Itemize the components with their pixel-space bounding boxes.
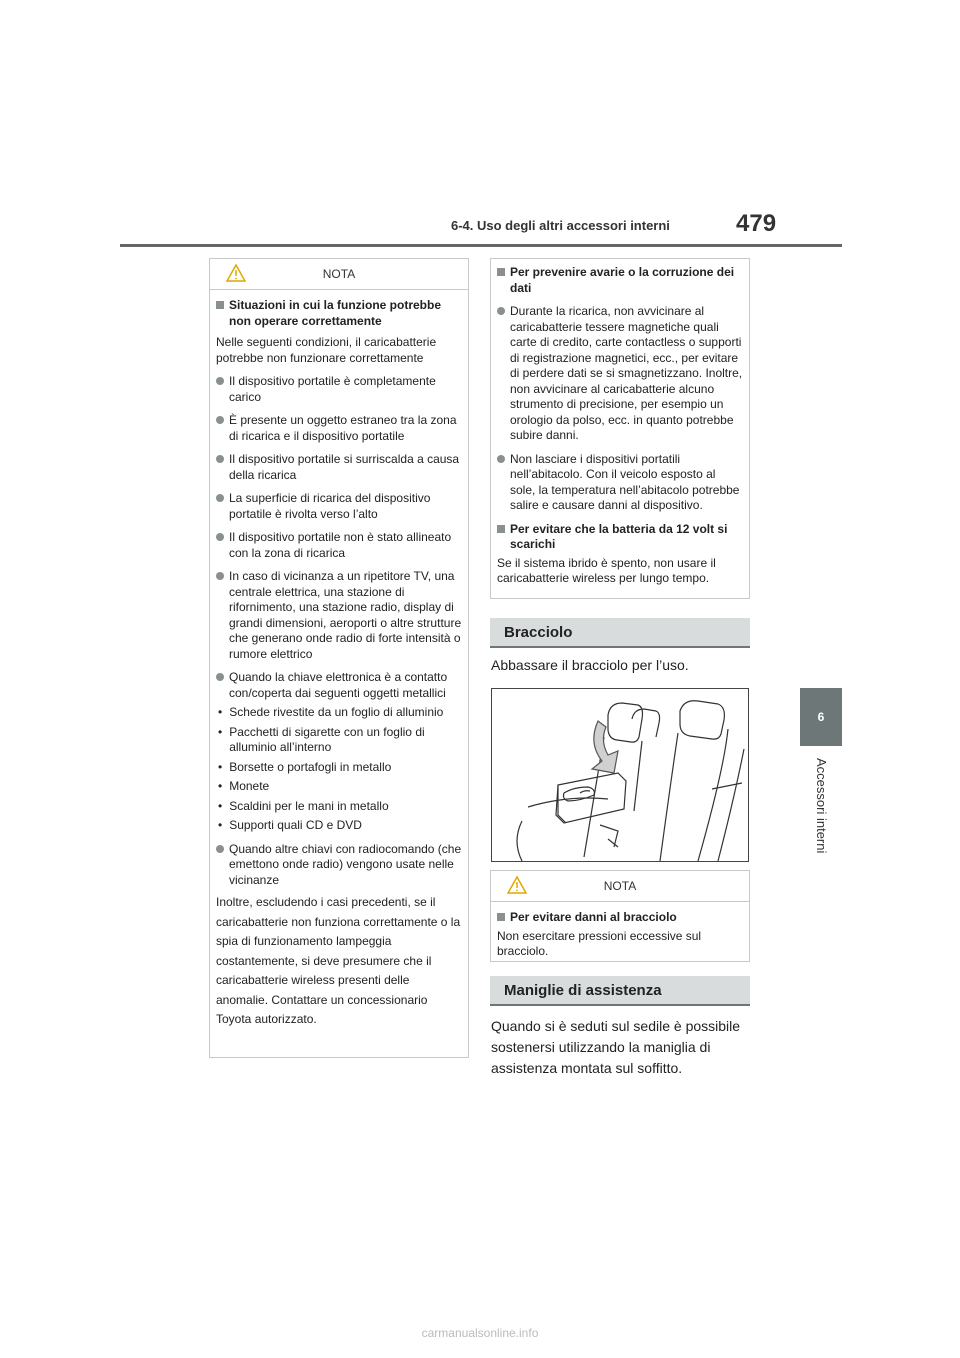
chapter-tab: 6 [800, 688, 842, 746]
note-intro: Nelle seguenti condizioni, il caricabatterie potrebbe non funzionare correttamente [216, 335, 437, 365]
note-heading: Per evitare danni al bracciolo [497, 910, 743, 926]
dot-marker-icon [216, 416, 224, 424]
list-item: Quando altre chiavi con radiocomando (che emettono onde radio) vengono usate nelle vicinanze [216, 842, 462, 889]
dot-marker-icon [497, 307, 505, 315]
note-box-left [209, 258, 469, 1058]
bullet-item: • Pacchetti di sigarette con un foglio di alluminio all’interno [218, 724, 425, 754]
bullet-item: • Scaldini per le mani in metallo [218, 798, 389, 813]
list-item: Il dispositivo portatile non è stato allineato con la zona di ricarica [216, 530, 462, 561]
list-item: La superficie di ricarica del dispositivo portatile è rivolta verso l’alto [216, 491, 462, 522]
dot-marker-icon [216, 673, 224, 681]
bullet-item: • Monete [218, 779, 270, 793]
bullet-item: • Borsette o portafogli in metallo [218, 759, 392, 774]
dot-marker-icon [216, 572, 224, 580]
section-heading-bracciolo: Bracciolo [490, 618, 750, 648]
watermark: carmanualsonline.info [421, 1326, 539, 1340]
warning-icon [507, 876, 527, 894]
list-item: Durante la ricarica, non avvicinare al caricabatterie tessere magnetiche quali carte di credito, carte contactless o supporti di registrazione magnetici, ecc., per evitare di perdere dati se si smagnetizzano. Inoltre, non avvicinare al caricabatterie alcuno strumento di precisione, per esempio un orologio da polso, ecc. in quanto potrebbe subire danni. [497, 304, 743, 444]
note-body [210, 290, 468, 1030]
square-marker-icon [497, 913, 505, 921]
list-item: Quando la chiave elettronica è a contatto con/coperta dai seguenti oggetti metallici [216, 670, 462, 701]
maniglie-text: Quando si è seduti sul sedile è possibile sostenersi utilizzando la maniglia di assistenza montata sul soffitto. [491, 1018, 741, 1076]
bracciolo-text: Abbassare il bracciolo per l’uso. [491, 657, 689, 673]
note-box-armrest [490, 870, 750, 962]
note-title: NOTA [603, 879, 637, 893]
bullet-item: • Supporti quali CD e DVD [218, 818, 362, 832]
note-title-bar [210, 259, 468, 290]
note-body-right [491, 259, 749, 587]
dot-marker-icon [216, 377, 224, 385]
chapter-label: Accessori interni [814, 758, 829, 854]
list-item: È presente un oggetto estraneo tra la zona di ricarica e il dispositivo portatile [216, 413, 462, 444]
list-item: Il dispositivo portatile è completamente carico [216, 374, 462, 405]
section-heading-maniglie: Maniglie di assistenza [490, 976, 750, 1006]
list-item: Non lasciare i dispositivi portatili nell’abitacolo. Con il veicolo esposto al sole, la temperatura nell’abitacolo potrebbe salire e causare danni al dispositivo. [497, 452, 743, 514]
note-title: NOTA [322, 267, 356, 281]
note-title-bar [491, 871, 749, 902]
dot-marker-icon [497, 455, 505, 463]
dot-marker-icon [216, 533, 224, 541]
note-text: Non esercitare pressioni eccessive sul bracciolo. [497, 928, 702, 958]
note-heading: Per evitare che la batteria da 12 volt si scarichi [497, 522, 743, 553]
armrest-illustration [491, 688, 749, 862]
dot-marker-icon [216, 494, 224, 502]
note-box-right [490, 258, 750, 599]
note-closing: Inoltre, escludendo i casi precedenti, se il caricabatterie non funziona correttamente o la spia di funzionamento lampeggia costantemente, si deve presumere che il caricabatterie wireless presenti delle anomalie. Contattare un concessionario Toyota autorizzato. [216, 895, 461, 1026]
note-heading: Per prevenire avarie o la corruzione dei dati [497, 265, 743, 296]
list-item: In caso di vicinanza a un ripetitore TV, una centrale elettrica, una stazione di rifornimento, una stazione radio, display di grandi dimensioni, aeroporti o altre strutture che generano onde radio di forte intensità o rumore elettrico [216, 569, 462, 662]
page-number: 479 [736, 210, 777, 237]
note-heading: Situazioni in cui la funzione potrebbe non operare correttamente [216, 298, 462, 329]
list-item: Il dispositivo portatile si surriscalda a causa della ricarica [216, 452, 462, 483]
warning-icon [226, 264, 246, 282]
square-marker-icon [216, 301, 224, 309]
header-rule [120, 244, 842, 247]
note-text: Se il sistema ibrido è spento, non usare il caricabatterie wireless per lungo tempo. [497, 555, 716, 585]
square-marker-icon [497, 268, 505, 276]
header-section: 6-4. Uso degli altri accessori interni [451, 218, 670, 233]
bullet-item: • Schede rivestite da un foglio di alluminio [218, 705, 444, 719]
dot-marker-icon [216, 455, 224, 463]
armrest-drawing [492, 689, 748, 861]
dot-marker-icon [216, 845, 224, 853]
note-body [491, 902, 749, 960]
square-marker-icon [497, 525, 505, 533]
